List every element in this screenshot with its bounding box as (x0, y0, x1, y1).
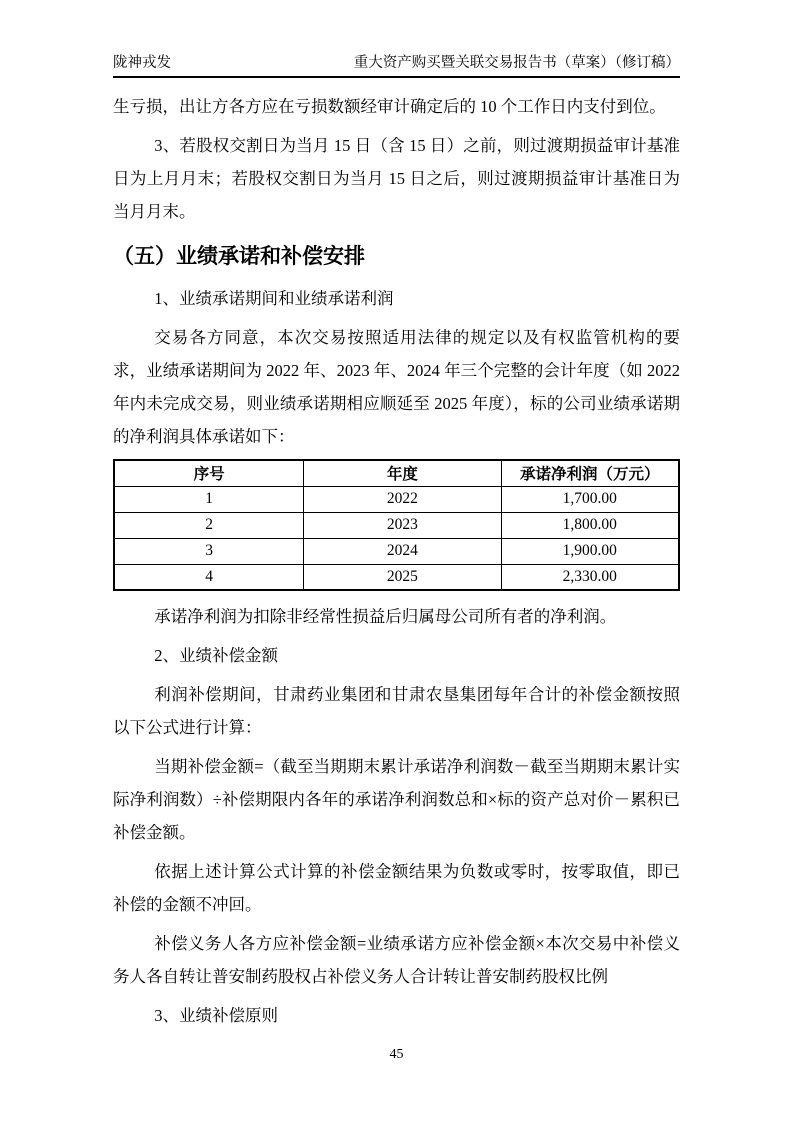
header-company-name: 陇神戎发 (113, 55, 171, 71)
cell-year: 2023 (304, 512, 501, 538)
commitment-profit-table (113, 459, 680, 591)
column-header-promised-profit: 承诺净利润（万元） (501, 460, 679, 486)
header-report-title: 重大资产购买暨关联交易报告书（草案）（修订稿） (353, 55, 680, 71)
subheading-performance-commitment: 1、业绩承诺期间和业绩承诺利润 (154, 289, 394, 308)
cell-seq: 4 (114, 564, 304, 590)
table-row (114, 564, 679, 590)
table-row (114, 538, 679, 564)
page-header (113, 0, 680, 78)
cell-seq: 3 (114, 538, 304, 564)
column-header-year: 年度 (304, 460, 501, 486)
cell-profit: 1,800.00 (501, 512, 679, 538)
page-footer (0, 1046, 793, 1064)
cell-profit: 1,700.00 (501, 486, 679, 512)
table-header-row (114, 460, 679, 486)
table-row (114, 512, 679, 538)
cell-year: 2024 (304, 538, 501, 564)
cell-year: 2022 (304, 486, 501, 512)
page-body (113, 78, 680, 1032)
column-header-seq: 序号 (114, 460, 304, 486)
cell-year: 2025 (304, 564, 501, 590)
table-row (114, 486, 679, 512)
paragraph-obligor-formula: 补偿义务人各方应补偿金额=业绩承诺方应补偿金额×本次交易中补偿义务人各自转让普安制药股权占补偿义务人合计转让普安制药股权比例 (113, 934, 680, 986)
paragraph-note: 承诺净利润为扣除非经常性损益后归属母公司所有者的净利润。 (154, 607, 617, 626)
section-heading: （五）业绩承诺和补偿安排 (113, 245, 365, 268)
subheading-compensation-amount: 2、业绩补偿金额 (154, 646, 278, 665)
paragraph-negative-rule: 依据上述计算公式计算的补偿金额结果为负数或零时，按零取值，即已补偿的金额不冲回。 (113, 862, 680, 914)
cell-profit: 1,900.00 (501, 538, 679, 564)
paragraph-agreement: 交易各方同意，本次交易按照适用法律的规定以及有权监管机构的要求，业绩承诺期间为 2022 年、2023 年、2024 年三个完整的会计年度（如 2022 年内未完成交易，则业绩承诺期相应顺延至 2025 年度），标的公司业绩承诺期的净利润具体承诺如下： (113, 328, 680, 446)
subheading-compensation-principle: 3、业绩补偿原则 (154, 1006, 278, 1025)
page-number: 45 (389, 1047, 404, 1062)
cell-seq: 1 (114, 486, 304, 512)
cell-seq: 2 (114, 512, 304, 538)
paragraph-formula: 当期补偿金额=（截至当期期末累计承诺净利润数－截至当期期末累计实际净利润数）÷补偿期限内各年的承诺净利润数总和×标的资产总对价－累积已补偿金额。 (113, 757, 680, 842)
paragraph-continuation: 生亏损，出让方各方应在亏损数额经审计确定后的 10 个工作日内支付到位。 (113, 97, 666, 116)
cell-profit: 2,330.00 (501, 564, 679, 590)
paragraph-profit-period: 利润补偿期间，甘肃药业集团和甘肃农垦集团每年合计的补偿金额按照以下公式进行计算： (113, 685, 680, 737)
paragraph-item3: 3、若股权交割日为当月 15 日（含 15 日）之前，则过渡期损益审计基准日为上月月末；若股权交割日为当月 15 日之后，则过渡期损益审计基准日为当月月末。 (113, 136, 680, 221)
